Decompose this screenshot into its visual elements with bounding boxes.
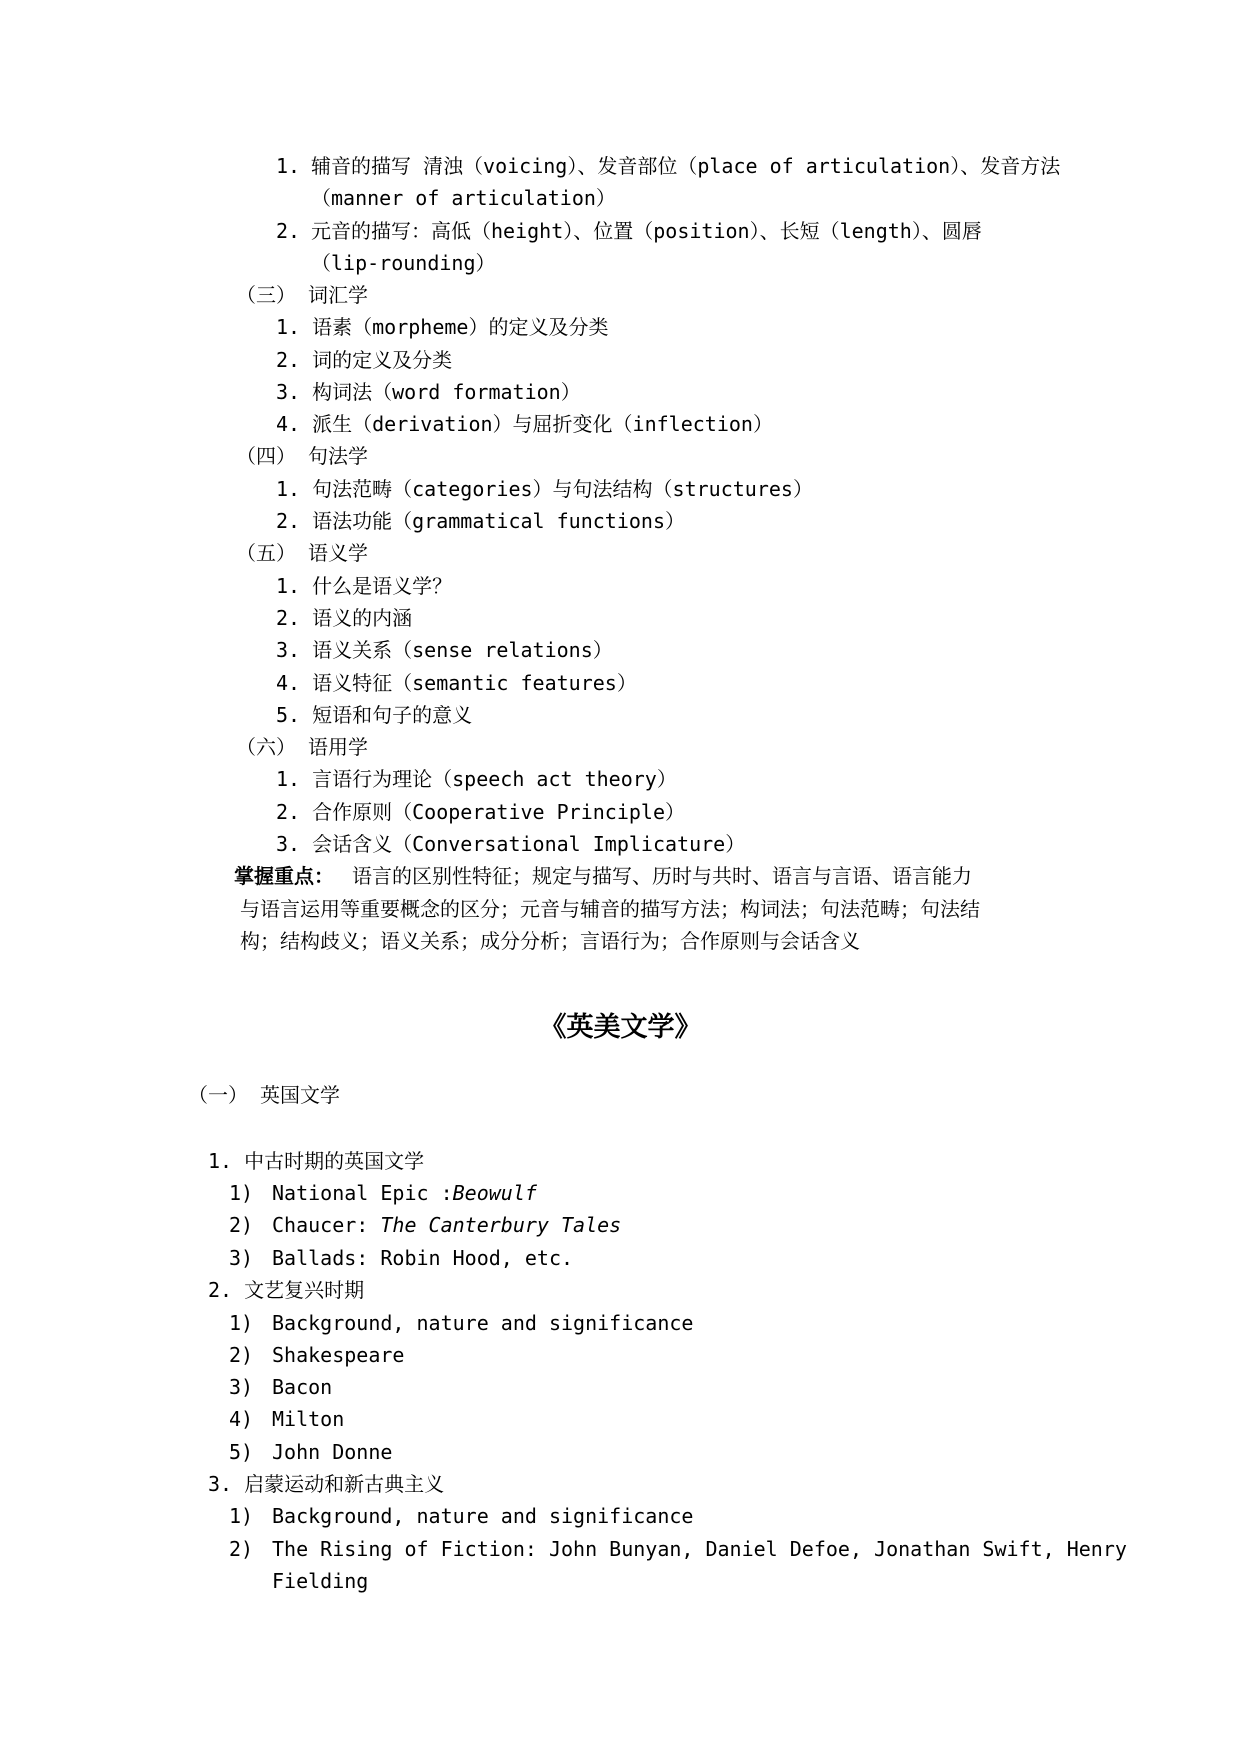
semantics-item: 1. 什么是语义学？ — [276, 574, 453, 598]
vowel-description-continuation: （lip-rounding） — [311, 251, 496, 275]
pragmatics-item: 1. 言语行为理论（speech act theory） — [276, 767, 677, 791]
section-heading-lexicology: （三） 词汇学 — [236, 283, 369, 307]
renaissance-item-number: 1) — [229, 1311, 254, 1335]
item-text: Chaucer: — [272, 1213, 381, 1237]
key-points-text: 构；结构歧义；语义关系；成分分析；言语行为；合作原则与会话含义 — [240, 929, 860, 953]
enlightenment-item-continuation: Fielding — [272, 1569, 369, 1593]
enlightenment-item: The Rising of Fiction: John Bunyan, Daniel Defoe, Jonathan Swift, Henry — [272, 1537, 1127, 1561]
item-number: 1) — [229, 1181, 254, 1205]
renaissance-item: Shakespeare — [272, 1343, 405, 1367]
section-heading-pragmatics: （六） 语用学 — [236, 735, 369, 759]
renaissance-item-number: 4) — [229, 1407, 254, 1431]
key-points-text: 与语言运用等重要概念的区分；元音与辅音的描写方法；构词法；句法范畴；句法结 — [240, 897, 980, 921]
lexicology-item: 3. 构词法（word formation） — [276, 380, 581, 404]
semantics-item: 4. 语义特征（semantic features） — [276, 671, 637, 695]
enlightenment-item-number: 2) — [229, 1537, 254, 1561]
renaissance-item: Milton — [272, 1407, 345, 1431]
medieval-item-text — [272, 1179, 537, 1207]
renaissance-item-number: 3) — [229, 1375, 254, 1399]
renaissance-item: John Donne — [272, 1440, 393, 1464]
literature-title: 《英美文学》 — [539, 1012, 702, 1043]
key-points-text: 语言的区别性特征；规定与描写、历时与共时、语言与言语、语言能力 — [352, 864, 972, 888]
consonant-item-number: 1. — [276, 154, 301, 178]
pragmatics-item: 2. 合作原则（Cooperative Principle） — [276, 800, 685, 824]
lexicology-item: 1. 语素（morpheme）的定义及分类 — [276, 315, 609, 339]
period-heading-enlightenment: 3. 启蒙运动和新古典主义 — [208, 1472, 445, 1496]
vowel-item-number: 2. — [276, 219, 301, 243]
enlightenment-item: Background, nature and significance — [272, 1504, 694, 1528]
medieval-item-text: Ballads: Robin Hood, etc. — [272, 1246, 574, 1270]
consonant-description-continuation: （manner of articulation） — [311, 186, 616, 210]
renaissance-item-number: 2) — [229, 1343, 254, 1367]
item-text: National Epic : — [272, 1181, 453, 1205]
lexicology-item: 2. 词的定义及分类 — [276, 348, 453, 372]
syntax-item: 2. 语法功能（grammatical functions） — [276, 509, 685, 533]
consonant-description-item: 辅音的描写 清浊（voicing）、发音部位（place of articulation）、发音方法 — [311, 154, 1061, 178]
medieval-item — [229, 1211, 253, 1239]
syntax-item: 1. 句法范畴（categories）与句法结构（structures） — [276, 477, 813, 501]
section-heading-semantics: （五） 语义学 — [236, 541, 369, 565]
semantics-item: 5. 短语和句子的意义 — [276, 703, 473, 727]
medieval-item — [229, 1179, 253, 1207]
section-heading-syntax: （四） 句法学 — [236, 444, 369, 468]
item-number: 2) — [229, 1213, 254, 1237]
semantics-item: 2. 语义的内涵 — [276, 606, 413, 630]
work-title: Beowulf — [452, 1181, 537, 1205]
enlightenment-item-number: 1) — [229, 1504, 254, 1528]
lexicology-item: 4. 派生（derivation）与屈折变化（inflection） — [276, 412, 773, 436]
item-number: 3) — [229, 1246, 254, 1270]
medieval-item-text — [272, 1211, 621, 1239]
renaissance-item-number: 5) — [229, 1440, 254, 1464]
key-points-label: 掌握重点： — [234, 864, 334, 888]
semantics-item: 3. 语义关系（sense relations） — [276, 638, 613, 662]
medieval-item — [229, 1244, 253, 1272]
period-heading-renaissance: 2. 文艺复兴时期 — [208, 1278, 365, 1302]
renaissance-item: Background, nature and significance — [272, 1311, 694, 1335]
pragmatics-item: 3. 会话含义（Conversational Implicature） — [276, 832, 746, 856]
renaissance-item: Bacon — [272, 1375, 333, 1399]
vowel-description-item: 元音的描写：高低（height）、位置（position）、长短（length）、圆唇 — [311, 219, 982, 243]
work-title: The Canterbury Tales — [380, 1213, 622, 1237]
period-heading-medieval: 1. 中古时期的英国文学 — [208, 1149, 425, 1173]
part-heading-british-literature: （一） 英国文学 — [188, 1083, 341, 1107]
